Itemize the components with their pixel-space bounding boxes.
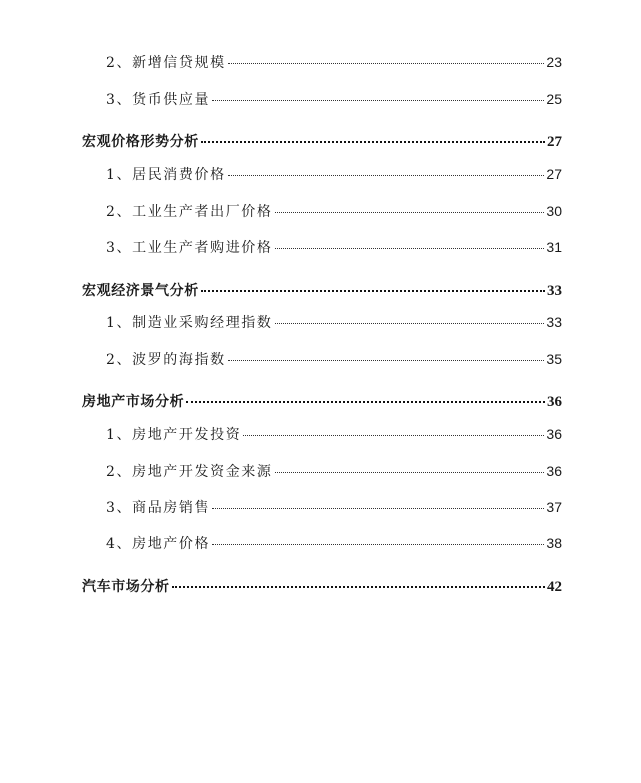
dot-leader: [172, 586, 545, 588]
toc-entry-real-estate-investment[interactable]: [106, 424, 562, 444]
dot-leader: [201, 290, 545, 292]
toc-page-number: 38: [546, 535, 562, 551]
toc-entry-label: 1、居民消费价格: [106, 167, 226, 183]
toc-entry-housing-price[interactable]: [106, 533, 562, 553]
toc-page-number: 31: [546, 239, 562, 255]
toc-entry-housing-sales[interactable]: [106, 497, 562, 517]
toc-entry-label: 4、房地产价格: [106, 536, 211, 552]
toc-page-number: 37: [546, 499, 562, 515]
toc-entry-label: 2、波罗的海指数: [106, 352, 226, 368]
toc-entry-label: 1、制造业采购经理指数: [106, 315, 273, 331]
toc-page-number: 33: [546, 314, 562, 330]
toc-page-number: 33: [547, 283, 562, 299]
toc-section-real-estate[interactable]: [82, 391, 562, 411]
dot-leader: [275, 323, 545, 324]
toc-entry-label: 2、新增信贷规模: [106, 55, 226, 71]
toc-section-label: 宏观经济景气分析: [82, 283, 199, 299]
toc-page-number: 25: [546, 91, 562, 107]
toc-entry-label: 3、商品房销售: [106, 500, 211, 516]
dot-leader: [186, 401, 545, 403]
dot-leader: [212, 544, 544, 545]
toc-entry-baltic-index[interactable]: [106, 349, 562, 369]
toc-section-macro-price[interactable]: [82, 131, 562, 151]
toc-section-label: 房地产市场分析: [82, 394, 185, 410]
dot-leader: [275, 248, 545, 249]
toc-entry-label: 2、工业生产者出厂价格: [106, 204, 273, 220]
toc-page-number: 23: [546, 54, 562, 70]
toc-page-number: 35: [546, 351, 562, 367]
toc-entry-money-supply[interactable]: [106, 89, 562, 109]
toc-section-label: 宏观价格形势分析: [82, 134, 199, 150]
toc-entry-pmi[interactable]: [106, 312, 562, 332]
toc-page-number: 27: [547, 134, 562, 150]
toc-entry-label: 3、货币供应量: [106, 92, 211, 108]
toc-page-number: 42: [547, 579, 562, 595]
toc-entry-cpi[interactable]: [106, 164, 562, 184]
dot-leader: [212, 508, 544, 509]
toc-entry-label: 2、房地产开发资金来源: [106, 464, 273, 480]
toc-entry-label: 3、工业生产者购进价格: [106, 240, 273, 256]
dot-leader: [228, 360, 545, 361]
toc-section-auto-market[interactable]: [82, 576, 562, 596]
toc-entry-new-credit-scale[interactable]: [106, 52, 562, 72]
toc-entry-ppi[interactable]: [106, 201, 562, 221]
dot-leader: [243, 435, 544, 436]
dot-leader: [228, 175, 545, 176]
toc-page-number: 30: [546, 203, 562, 219]
dot-leader: [212, 100, 544, 101]
toc-entry-label: 1、房地产开发投资: [106, 427, 242, 443]
toc-page-number: 36: [546, 463, 562, 479]
dot-leader: [275, 472, 545, 473]
toc-section-macro-boom[interactable]: [82, 280, 562, 300]
toc-section-label: 汽车市场分析: [82, 579, 170, 595]
toc-entry-purchase-price[interactable]: [106, 237, 562, 257]
dot-leader: [275, 212, 545, 213]
toc-entry-funding-sources[interactable]: [106, 461, 562, 481]
toc-page-number: 36: [546, 426, 562, 442]
toc-page-number: 36: [547, 394, 562, 410]
dot-leader: [228, 63, 545, 64]
dot-leader: [201, 141, 545, 143]
toc-page-number: 27: [546, 166, 562, 182]
